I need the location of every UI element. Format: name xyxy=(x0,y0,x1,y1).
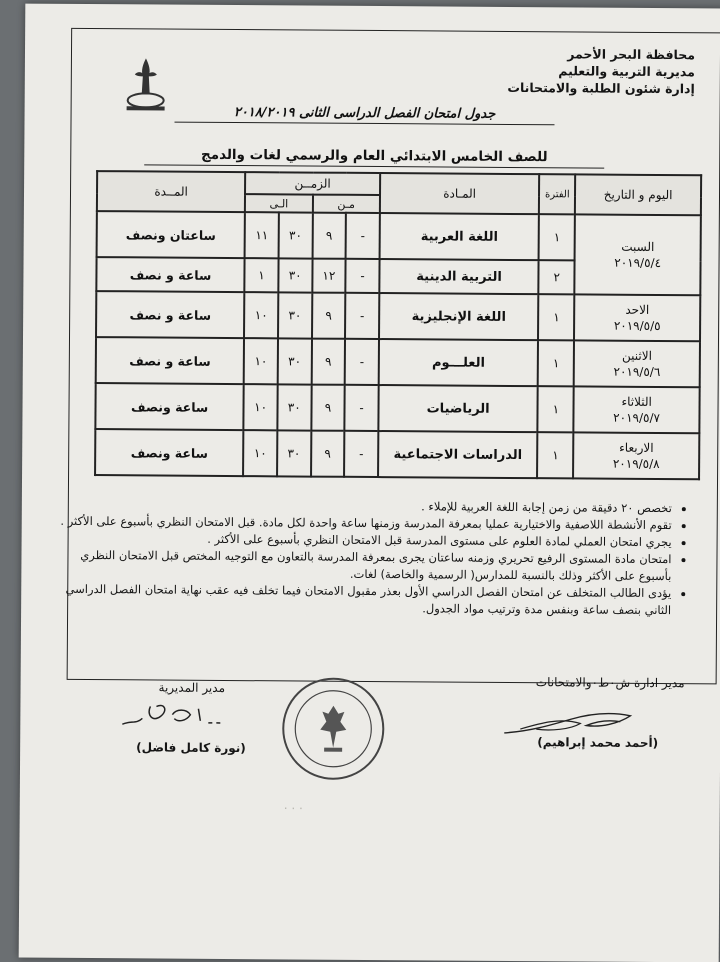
note-item: • تخصص ٢٠ دقيقة من زمن إجابة اللغة العربية للإملاء . xyxy=(52,496,672,517)
from-dash: - xyxy=(346,259,380,293)
bleed-through-mark: · · · xyxy=(283,801,303,816)
period-cell: ١ xyxy=(538,340,574,386)
from-dash: - xyxy=(346,213,380,259)
table-row xyxy=(95,429,699,479)
to-minutes: ٣٠ xyxy=(278,258,312,292)
left-signatory-name: (نورة كامل فاضل) xyxy=(136,740,246,756)
header-duration: المــدة xyxy=(97,171,246,212)
directorate-name: مديرية التربية والتعليم xyxy=(558,63,695,80)
day-date-cell xyxy=(574,294,700,341)
header-subject: المـادة xyxy=(380,173,540,214)
to-minutes: ٣٠ xyxy=(278,212,312,258)
day-name: الثلاثاء xyxy=(621,394,652,409)
document-page xyxy=(19,4,720,962)
day-date-cell xyxy=(575,214,701,295)
duration-cell: ساعة و نصف xyxy=(96,337,245,384)
from-dash: - xyxy=(345,339,379,385)
day-name: الاربعاء xyxy=(619,440,654,455)
exam-date: ٢٠١٩/٥/٦ xyxy=(613,364,661,380)
official-stamp-icon xyxy=(278,673,389,784)
from-hour: ٩ xyxy=(311,385,345,431)
period-cell: ١ xyxy=(539,214,575,260)
subject-cell: اللغة الإنجليزية xyxy=(379,293,539,340)
governorate-name: محافظة البحر الأحمر xyxy=(567,46,696,63)
subject-cell: التربية الدينية xyxy=(379,259,539,294)
subject-cell: الدراسات الاجتماعية xyxy=(378,431,538,478)
day-date-cell xyxy=(573,432,699,479)
exam-date: ٢٠١٩/٥/٥ xyxy=(613,318,661,334)
notes-list xyxy=(51,496,686,619)
schedule-title: جدول امتحان الفصل الدراسى الثانى ٢٠١٨/٢٠١٩ xyxy=(175,105,555,126)
day-name: الاحد xyxy=(625,302,650,317)
exam-schedule-table xyxy=(94,170,702,480)
to-hour: ١ xyxy=(245,258,279,292)
day-date-cell xyxy=(574,340,700,387)
from-hour: ٩ xyxy=(311,339,345,385)
schedule-subtitle: للصف الخامس الابتدائي العام والرسمي لغات والدمج xyxy=(144,146,604,168)
letterhead xyxy=(507,45,695,97)
header-to: الـى xyxy=(245,194,312,212)
day-name: السبت xyxy=(621,239,655,254)
from-hour: ١٢ xyxy=(312,259,346,293)
table-row xyxy=(96,291,700,341)
day-date-cell xyxy=(574,386,700,433)
note-item: • يؤدى الطالب المتخلف عن امتحان الفصل الدراسي الأول بعذر مقبول الامتحان فيما تخلف فيه عقب نهاية امتحان الفصل الدراسي الثاني بنصف ساعة وبنفس مدة وترتيب مواد الجدول. xyxy=(51,581,671,619)
from-hour: ٩ xyxy=(312,293,346,339)
day-name: الاثنين xyxy=(622,348,653,363)
exam-date: ٢٠١٩/٥/٨ xyxy=(612,456,660,472)
from-dash: - xyxy=(344,431,378,477)
to-hour: ١١ xyxy=(245,212,279,258)
duration-cell: ساعة و نصف xyxy=(96,257,244,292)
subject-cell: الرياضيات xyxy=(378,385,538,432)
table-row xyxy=(96,337,700,387)
duration-cell: ساعتان ونصف xyxy=(97,211,246,258)
period-cell: ١ xyxy=(537,432,573,478)
to-hour: ١٠ xyxy=(244,338,278,384)
note-item: • امتحان مادة المستوى الرفيع تحريري وزمنه ساعتان يجرى بمعرفة المدرسة بالتعاون مع التوجيه المختص قبل الامتحان النظري بأسبوع على الأكثر وذلك بالنسبة للمدارس( الرسمية والخاصة) لغات. xyxy=(51,547,671,585)
to-hour: ١٠ xyxy=(244,384,278,430)
subject-cell: العلـــوم xyxy=(379,339,539,386)
subject-cell: اللغة العربية xyxy=(380,213,540,260)
note-item: • تقوم الأنشطة اللاصفية والاختيارية عمليا بمعرفة المدرسة وزمنها ساعة واحدة لكل مادة. قبل الامتحان النظري بأسبوع على الأكثر . xyxy=(52,513,672,534)
note-item: • يجري امتحان العملي لمادة العلوم على مستوى المدرسة قبل الامتحان النظري بأسبوع على الأكثر . xyxy=(52,530,672,551)
to-hour: ١٠ xyxy=(244,292,278,338)
table-row xyxy=(97,211,701,261)
period-cell: ١ xyxy=(538,386,574,432)
header-time: الزمــن xyxy=(245,172,380,195)
right-signatory-name: (أحمد محمد إبراهيم) xyxy=(537,735,659,751)
table-row xyxy=(95,383,699,433)
administration-name: إدارة شئون الطلبة والامتحانات xyxy=(507,79,695,97)
header-from: مـن xyxy=(312,195,379,213)
handwritten-signature-icon xyxy=(500,703,640,740)
duration-cell: ساعة ونصف xyxy=(95,429,244,476)
exam-date: ٢٠١٩/٥/٤ xyxy=(614,255,662,271)
period-cell: ١ xyxy=(538,294,574,340)
to-hour: ١٠ xyxy=(243,430,277,476)
from-dash: - xyxy=(345,293,379,339)
header-period: الفترة xyxy=(539,174,575,214)
handwritten-signature-icon xyxy=(116,694,236,735)
right-signatory-title: مدير ادارة ش٠ط٠والامتحانات xyxy=(535,675,685,691)
ministry-logo-icon xyxy=(121,54,171,116)
header-day-date: اليوم و التاريخ xyxy=(575,174,701,215)
exam-date: ٢٠١٩/٥/٧ xyxy=(613,410,661,426)
duration-cell: ساعة ونصف xyxy=(95,383,244,430)
from-dash: - xyxy=(345,385,379,431)
to-minutes: ٣٠ xyxy=(277,384,311,430)
to-minutes: ٣٠ xyxy=(278,292,312,338)
from-hour: ٩ xyxy=(311,431,345,477)
left-signatory-title: مدير المديرية xyxy=(158,680,226,695)
duration-cell: ساعة و نصف xyxy=(96,291,245,338)
period-cell: ٢ xyxy=(539,260,575,294)
to-minutes: ٣٠ xyxy=(278,338,312,384)
from-hour: ٩ xyxy=(312,213,346,259)
to-minutes: ٣٠ xyxy=(277,430,311,476)
